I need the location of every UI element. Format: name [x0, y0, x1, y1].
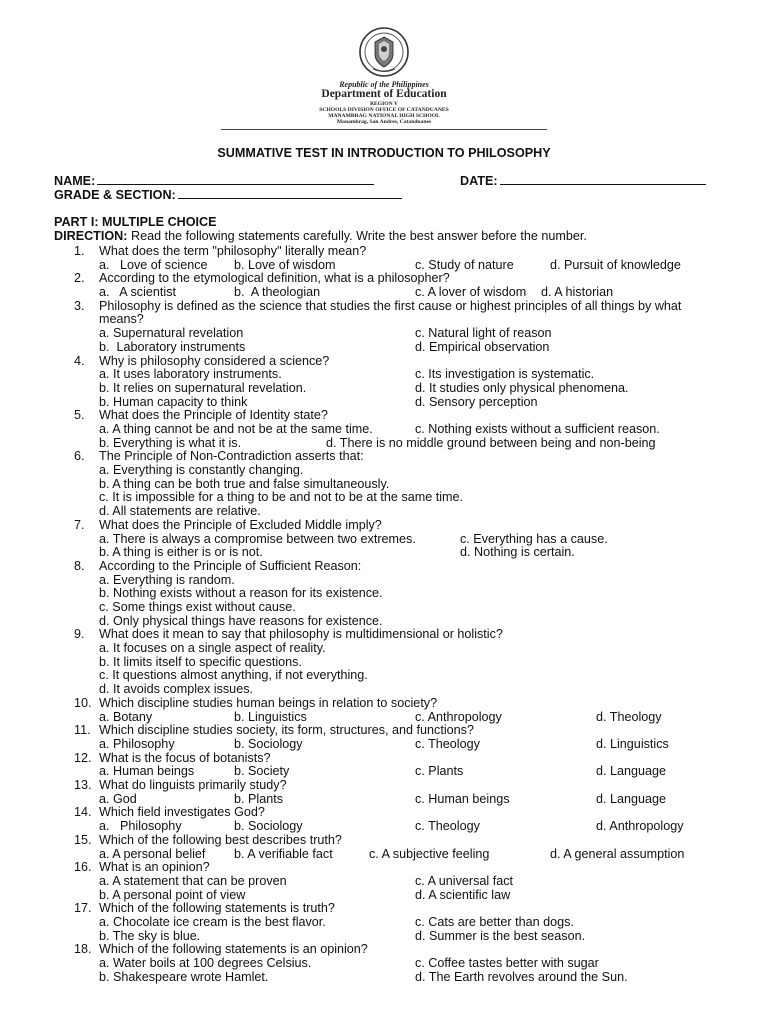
- question-stem: Which discipline studies society, its form, structures, and functions?: [99, 723, 474, 738]
- option-d: d. Empirical observation: [415, 339, 550, 354]
- question-stem: What does it mean to say that philosophy is multidimensional or holistic?: [99, 627, 503, 642]
- option-c: c. A subjective feeling: [369, 846, 490, 861]
- question-stem: Which discipline studies human beings in relation to society?: [99, 695, 438, 710]
- question-number: 18.: [74, 942, 92, 957]
- question-stem: What does the term "philosophy" literally mean?: [99, 244, 367, 258]
- option-a: a. A personal belief: [99, 846, 206, 861]
- option-c: c. A lover of wisdom: [415, 285, 527, 300]
- option-b: b. A personal point of view: [99, 887, 246, 902]
- option-a: a. Botany: [99, 709, 153, 724]
- option-c: c. Cats are better than dogs.: [415, 914, 574, 929]
- question-stem: Which of the following best describes truth?: [99, 832, 342, 847]
- question-4: [0, 355, 768, 410]
- question-stem: According to the etymological definition, what is a philosopher?: [99, 271, 450, 286]
- option-c: c. Anthropology: [415, 709, 502, 724]
- part-title: PART I: MULTIPLE CHOICE: [54, 215, 217, 229]
- header-region: REGION V: [369, 101, 399, 107]
- question-stem: According to the Principle of Sufficient Reason:: [99, 558, 362, 573]
- deped-seal-icon: [359, 27, 409, 77]
- name-blank[interactable]: [97, 174, 374, 185]
- question-10: [0, 697, 768, 724]
- option-d: d. Pursuit of knowledge: [550, 257, 681, 272]
- option-d: d. A scientific law: [415, 887, 511, 902]
- option-a: a. It uses laboratory instruments.: [99, 367, 282, 382]
- option-d: d. Summer is the best season.: [415, 928, 586, 943]
- question-6: [0, 450, 768, 518]
- option-b: b. Everything is what it is.: [99, 435, 242, 450]
- header-department: Department of Education: [321, 88, 447, 100]
- question-14: [0, 806, 768, 833]
- question-13: [0, 779, 768, 806]
- option-d: d. A general assumption: [550, 846, 685, 861]
- question-stem: Philosophy is defined as the science that studies the first cause or highest principles of all things by what means?: [99, 298, 682, 327]
- option-a: a. A scientist: [99, 285, 177, 300]
- option-c: c. Coffee tastes better with sugar: [415, 956, 599, 971]
- option-b: b. Laboratory instruments: [99, 339, 246, 354]
- option-a: a. Human beings: [99, 764, 195, 779]
- question-number: 15.: [74, 832, 92, 847]
- option-d: d. Language: [596, 764, 667, 779]
- option-b: b. A thing is either is or is not.: [99, 545, 263, 560]
- option-d: d. Language: [596, 791, 667, 806]
- date-field[interactable]: [460, 174, 706, 189]
- question-18: [0, 943, 768, 984]
- question-16: [0, 861, 768, 902]
- question-stem: What is the focus of botanists?: [99, 750, 271, 765]
- option-a: a. It focuses on a single aspect of reality.: [99, 641, 326, 656]
- question-stem: Which of the following statements is truth?: [99, 901, 335, 916]
- option-a: a. Chocolate ice cream is the best flavor.: [99, 914, 326, 929]
- question-7: [0, 519, 768, 560]
- date-label: DATE:: [460, 174, 498, 188]
- option-d: d. A historian: [541, 285, 614, 300]
- option-b: b. It limits itself to specific questions.: [99, 654, 302, 669]
- direction: [54, 230, 587, 244]
- grade-section-blank[interactable]: [178, 188, 402, 199]
- question-stem: What do linguists primarily study?: [99, 778, 287, 793]
- question-number: 5.: [74, 408, 85, 423]
- header-address: Manambrag, San Andres, Catanduanes: [336, 119, 432, 125]
- option-b: b. Linguistics: [234, 709, 307, 724]
- grade-section-field[interactable]: [54, 188, 402, 203]
- question-12: [0, 752, 768, 779]
- question-stem: What does the Principle of Excluded Middle imply?: [99, 517, 382, 532]
- question-9: [0, 628, 768, 696]
- option-a: a. Supernatural revelation: [99, 326, 244, 341]
- option-c: c. Nothing exists without a sufficient reason.: [415, 422, 660, 437]
- question-stem: Which of the following statements is an opinion?: [99, 942, 368, 957]
- question-15: [0, 834, 768, 861]
- option-c: c. It is impossible for a thing to be and not to be at the same time.: [99, 490, 464, 505]
- option-b-alt: b. Human capacity to think: [99, 394, 248, 409]
- option-a: a. Water boils at 100 degrees Celsius.: [99, 956, 312, 971]
- question-number: 11.: [74, 723, 91, 738]
- option-a: a. Love of science: [99, 257, 208, 272]
- option-b: b. It relies on supernatural revelation.: [99, 380, 307, 395]
- option-d: d. The Earth revolves around the Sun.: [415, 969, 628, 984]
- date-blank[interactable]: [500, 174, 706, 185]
- question-number: 6.: [74, 449, 85, 464]
- option-b: b. Nothing exists without a reason for its existence.: [99, 586, 383, 601]
- option-d: d. It avoids complex issues.: [99, 682, 253, 697]
- test-title: SUMMATIVE TEST IN INTRODUCTION TO PHILOSOPHY: [217, 146, 551, 160]
- option-a: a. Philosophy: [99, 819, 182, 834]
- question-number: 1.: [74, 244, 85, 258]
- header-divider: [221, 129, 547, 130]
- option-a: a. There is always a compromise between two extremes.: [99, 531, 416, 546]
- option-d: d. There is no middle ground between being and non-being: [326, 435, 656, 450]
- option-a: a. A statement that can be proven: [99, 873, 287, 888]
- option-d: d. Nothing is certain.: [460, 545, 575, 560]
- question-8: [0, 560, 768, 628]
- question-stem: What does the Principle of Identity state?: [99, 408, 328, 423]
- option-c: c. Some things exist without cause.: [99, 600, 296, 615]
- option-b: b. The sky is blue.: [99, 928, 201, 943]
- grade-section-label: GRADE & SECTION:: [54, 188, 176, 202]
- question-5: [0, 409, 768, 450]
- option-c: c. Everything has a cause.: [460, 531, 608, 546]
- option-d: d. Anthropology: [596, 819, 684, 834]
- question-2: [0, 272, 768, 299]
- option-b: b. A verifiable fact: [234, 846, 333, 861]
- option-b: b. Society: [234, 764, 290, 779]
- option-b: b. Sociology: [234, 819, 303, 834]
- question-number: 7.: [74, 517, 85, 532]
- option-c: c. A universal fact: [415, 873, 514, 888]
- question-number: 10.: [74, 695, 92, 710]
- option-c: c. It questions almost anything, if not everything.: [99, 668, 368, 683]
- name-label: NAME:: [54, 174, 96, 188]
- question-11: [0, 724, 768, 751]
- name-field[interactable]: [54, 174, 374, 189]
- option-b: b. Plants: [234, 791, 284, 806]
- direction-text: Read the following statements carefully. Write the best answer before the number.: [127, 229, 587, 243]
- option-b: b. Shakespeare wrote Hamlet.: [99, 969, 269, 984]
- question-number: 3.: [74, 298, 85, 313]
- question-17: [0, 902, 768, 943]
- question-number: 12.: [74, 750, 92, 765]
- option-a: a. A thing cannot be and not be at the same time.: [99, 422, 373, 437]
- option-c: c. Its investigation is systematic.: [415, 367, 595, 382]
- header-republic: Republic of the Philippines: [339, 80, 429, 89]
- question-number: 9.: [74, 627, 85, 642]
- question-number: 8.: [74, 558, 85, 573]
- question-3: [0, 300, 768, 355]
- direction-label: DIRECTION:: [54, 229, 128, 243]
- option-c: c. Plants: [415, 764, 464, 779]
- option-a: a. Everything is random.: [99, 572, 235, 587]
- header-division: SCHOOLS DIVISION OFFICE OF CATANDUANES: [319, 107, 449, 113]
- option-d-alt: d. Sensory perception: [415, 394, 538, 409]
- question-list: [0, 245, 768, 984]
- question-stem: Why is philosophy considered a science?: [99, 353, 330, 368]
- question-number: 2.: [74, 271, 85, 286]
- question-stem: What is an opinion?: [99, 860, 210, 875]
- option-c: c. Human beings: [415, 791, 510, 806]
- question-number: 16.: [74, 860, 92, 875]
- option-d: d. All statements are relative.: [99, 504, 261, 519]
- option-d: d. Theology: [596, 709, 662, 724]
- option-b: b. A theologian: [234, 285, 321, 300]
- question-1: [0, 245, 768, 272]
- question-number: 13.: [74, 778, 92, 793]
- option-b: b. Sociology: [234, 736, 303, 751]
- option-c: c. Study of nature: [415, 257, 514, 272]
- option-a: a. Philosophy: [99, 736, 175, 751]
- option-d: d. Only physical things have reasons for existence.: [99, 613, 383, 628]
- option-a: a. God: [99, 791, 137, 806]
- question-number: 4.: [74, 353, 85, 368]
- question-stem: The Principle of Non-Contradiction asserts that:: [99, 449, 364, 464]
- option-c: c. Theology: [415, 819, 480, 834]
- option-c: c. Theology: [415, 736, 480, 751]
- question-number: 14.: [74, 805, 92, 820]
- question-number: 17.: [74, 901, 92, 916]
- header-school: MANAMBRAG NATIONAL HIGH SCHOOL: [328, 113, 440, 119]
- option-d: d. It studies only physical phenomena.: [415, 380, 629, 395]
- option-a: a. Everything is constantly changing.: [99, 463, 304, 478]
- option-d: d. Linguistics: [596, 736, 669, 751]
- option-b: b. A thing can be both true and false simultaneously.: [99, 476, 390, 491]
- option-b: b. Love of wisdom: [234, 257, 336, 272]
- option-c: c. Natural light of reason: [415, 326, 552, 341]
- question-stem: Which field investigates God?: [99, 805, 265, 820]
